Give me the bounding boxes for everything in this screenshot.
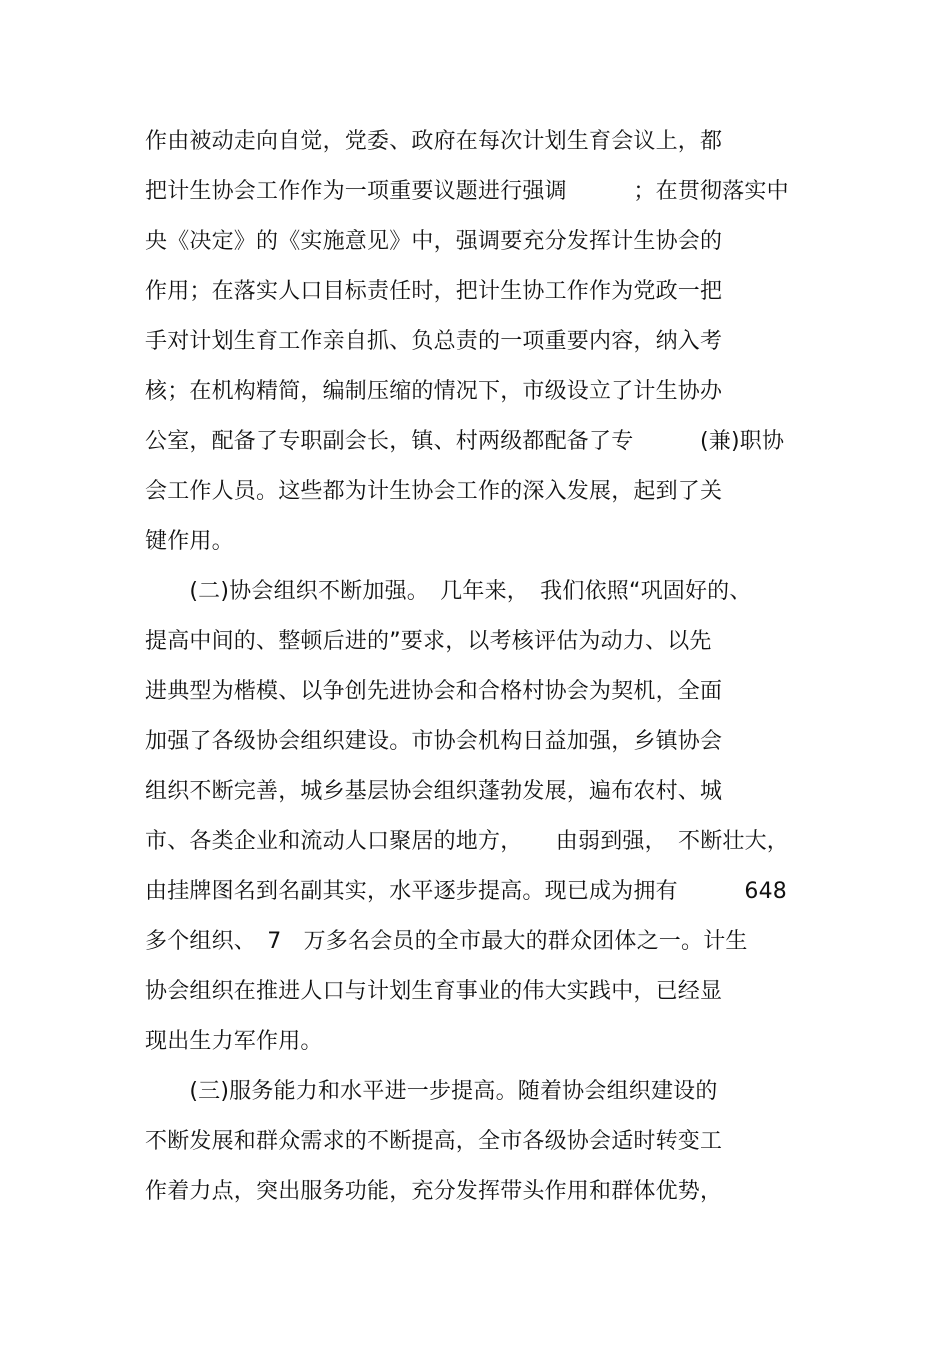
text-line: 作用；在落实人口目标责任时，把计生协工作作为党政一把: [145, 279, 723, 304]
text-line: 市、各类企业和流动人口聚居的地方， 由弱到强， 不断壮大，: [145, 829, 790, 854]
text-line: 键作用。: [145, 529, 234, 554]
text-line: (二)协会组织不断加强。 几年来， 我们依照“巩固好的、: [145, 579, 752, 604]
text-line: 不断发展和群众需求的不断提高，全市各级协会适时转变工: [145, 1129, 723, 1154]
text-line: 加强了各级协会组织建设。市协会机构日益加强，乡镇协会: [145, 729, 723, 754]
text-line: 把计生协会工作作为一项重要议题进行强调 ；在贯彻落实中: [145, 179, 789, 204]
text-line: 协会组织在推进人口与计划生育事业的伟大实践中，已经显: [145, 979, 723, 1004]
text-line: 多个组织、 7 万多名会员的全市最大的群众团体之一。计生: [145, 929, 748, 954]
text-line: 提高中间的、整顿后进的”要求，以考核评估为动力、以先: [145, 629, 712, 654]
text-line: 现出生力军作用。: [145, 1029, 323, 1054]
text-line: 核；在机构精简，编制压缩的情况下，市级设立了计生协办: [145, 379, 723, 404]
text-line: 作由被动走向自觉，党委、政府在每次计划生育会议上，都: [145, 129, 723, 154]
text-line: 组织不断完善，城乡基层协会组织蓬勃发展，遍布农村、城: [145, 779, 723, 804]
text-line: 手对计划生育工作亲自抓、负总责的一项重要内容，纳入考: [145, 329, 723, 354]
text-line: 由挂牌图名到名副其实，水平逐步提高。现已成为拥有 648: [145, 879, 787, 904]
text-line: (三)服务能力和水平进一步提高。随着协会组织建设的: [145, 1079, 718, 1104]
text-line: 进典型为楷模、以争创先进协会和合格村协会为契机，全面: [145, 679, 723, 704]
text-line: 会工作人员。这些都为计生协会工作的深入发展，起到了关: [145, 479, 723, 504]
text-line: 作着力点，突出服务功能，充分发挥带头作用和群体优势，: [145, 1179, 723, 1204]
text-line: 央《决定》的《实施意见》中，强调要充分发挥计生协会的: [145, 229, 723, 254]
text-line: 公室，配备了专职副会长，镇、村两级都配备了专 (兼)职协: [145, 429, 785, 454]
